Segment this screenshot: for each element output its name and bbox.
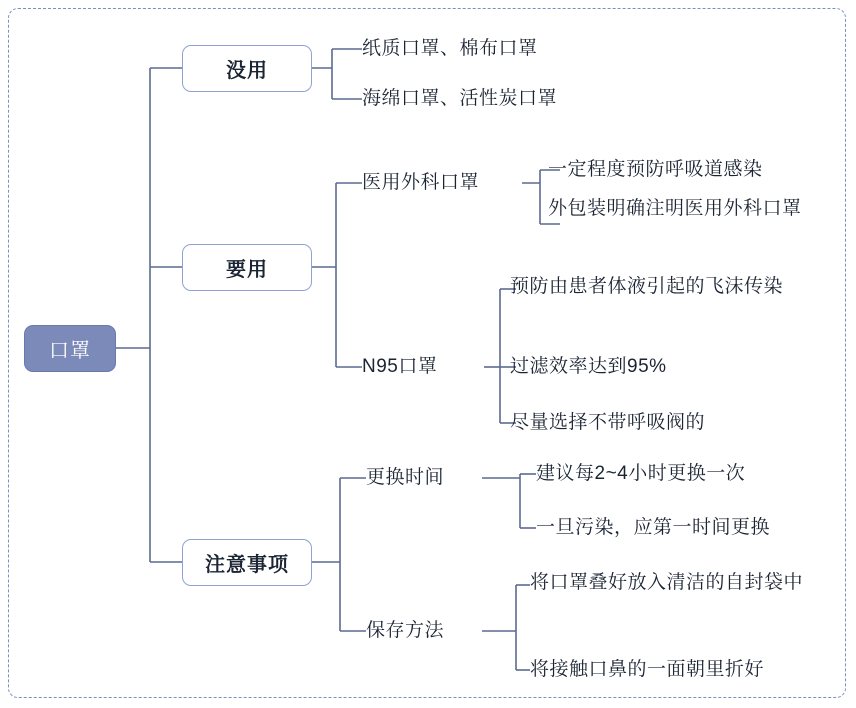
leaf-node: 一定程度预防呼吸道感染 [548, 159, 763, 181]
leaf-node: 过滤效率达到95% [510, 356, 667, 378]
sub-node-n95-mask: N95口罩 [362, 356, 438, 378]
sub-node-surgical-mask: 医用外科口罩 [362, 172, 480, 194]
leaf-node: 外包装明确注明医用外科口罩 [548, 198, 802, 219]
branch-node-precautions[interactable]: 注意事项 [182, 539, 312, 586]
leaf-node: 预防由患者体液引起的飞沫传染 [510, 276, 784, 297]
sub-node-storage-method: 保存方法 [366, 620, 445, 642]
leaf-node: 建议每2~4小时更换一次 [536, 463, 746, 485]
branch-node-useless[interactable]: 没用 [182, 45, 312, 92]
leaf-node: 海绵口罩、活性炭口罩 [362, 88, 558, 110]
leaf-node: 尽量选择不带呼吸阀的 [510, 412, 706, 434]
mindmap-root-node[interactable]: 口罩 [24, 325, 116, 372]
leaf-node: 一旦污染，应第一时间更换 [536, 517, 771, 539]
branch-node-recommended[interactable]: 要用 [182, 244, 312, 291]
sub-node-replacement-time: 更换时间 [366, 467, 445, 489]
leaf-node: 将接触口鼻的一面朝里折好 [530, 659, 765, 681]
leaf-node: 将口罩叠好放入清洁的自封袋中 [530, 572, 804, 593]
leaf-node: 纸质口罩、棉布口罩 [362, 38, 538, 60]
